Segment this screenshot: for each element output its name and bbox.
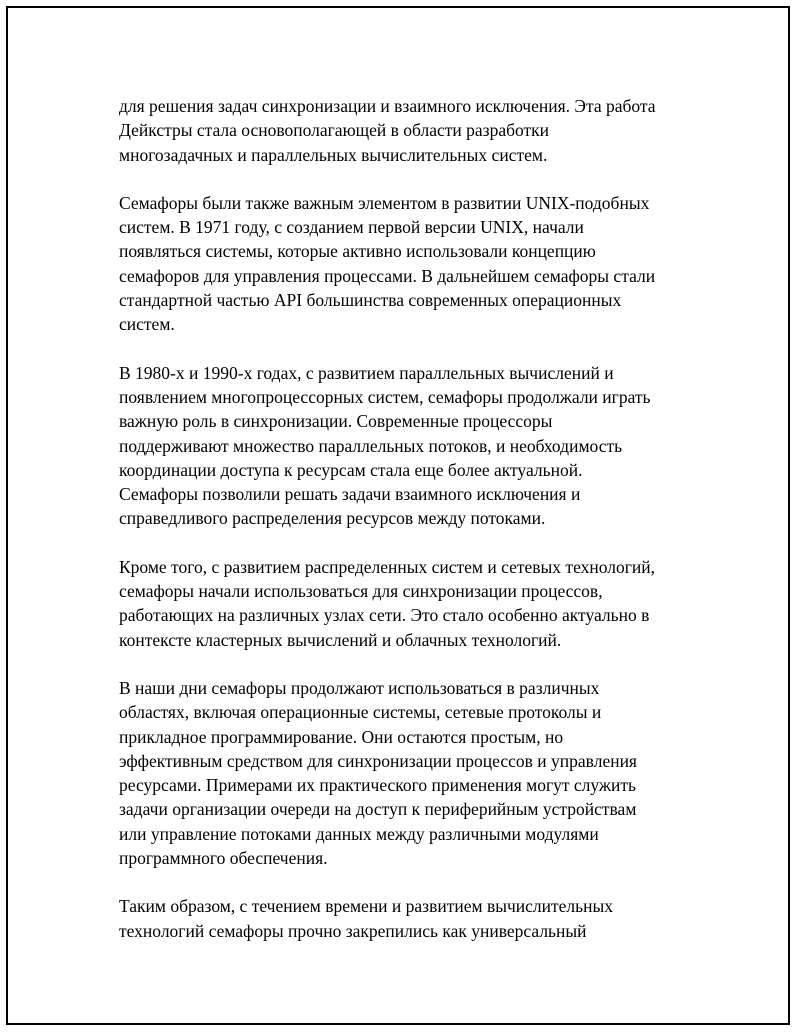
text-line: систем. В 1971 году, с созданием первой версии UNIX, начали	[119, 217, 584, 238]
text-line: работающих на различных узлах сети. Это стало особенно актуально в	[119, 605, 650, 626]
text-line: эффективным средством для синхронизации процессов и управления	[119, 750, 637, 771]
text-line: Семафоры были также важным элементом в развитии UNIX-подобных	[119, 192, 650, 213]
text-line: важную роль в синхронизации. Современные процессоры	[119, 411, 553, 432]
text-line: появлением многопроцессорных систем, семафоры продолжали играть	[119, 386, 651, 407]
text-line: Кроме того, с развитием распределенных систем и сетевых технологий,	[119, 556, 656, 577]
text-line: ресурсами. Примерами их практического применения могут служить	[119, 775, 637, 796]
text-line: Дейкстры стала основополагающей в области разработки	[119, 120, 550, 141]
text-line: поддерживают множество параллельных потоков, и необходимость	[119, 435, 623, 456]
paragraph-5	[119, 676, 699, 870]
text-line: многозадачных и параллельных вычислительных систем.	[119, 144, 548, 165]
text-line: технологий семафоры прочно закрепились как универсальный	[119, 920, 587, 941]
paragraph-2	[119, 191, 699, 337]
text-line: контексте кластерных вычислений и облачных технологий.	[119, 629, 562, 650]
text-line: стандартной частью API большинства современных операционных	[119, 290, 622, 311]
text-line: прикладное программирование. Они остаются простым, но	[119, 726, 564, 747]
text-line: задачи организации очереди на доступ к периферийным устройствам	[119, 799, 637, 820]
text-line: для решения задач синхронизации и взаимного исключения. Эта работа	[119, 96, 656, 116]
text-line: областях, включая операционные системы, сетевые протоколы и	[119, 702, 602, 723]
text-line: систем.	[119, 314, 175, 335]
document-body	[119, 94, 699, 967]
paragraph-6	[119, 894, 699, 943]
paragraph-4	[119, 555, 699, 652]
text-line: координации доступа к ресурсам стала еще более актуальной.	[119, 459, 583, 480]
text-line: справедливого распределения ресурсов между потоками.	[119, 508, 546, 529]
text-line: семафоры начали использоваться для синхронизации процессов,	[119, 581, 603, 602]
text-line: появляться системы, которые активно использовали концепцию	[119, 241, 596, 262]
text-line: В 1980-х и 1990-х годах, с развитием параллельных вычислений и	[119, 362, 614, 383]
text-line: семафоров для управления процессами. В дальнейшем семафоры стали	[119, 265, 656, 286]
text-line: Семафоры позволили решать задачи взаимного исключения и	[119, 484, 581, 505]
paragraph-3	[119, 361, 699, 531]
text-line: Таким образом, с течением времени и развитием вычислительных	[119, 896, 614, 917]
paragraph-1	[119, 94, 699, 167]
text-line: программного обеспечения.	[119, 848, 328, 869]
text-line: или управление потоками данных между различными модулями	[119, 823, 599, 844]
text-line: В наши дни семафоры продолжают использоваться в различных	[119, 677, 600, 698]
